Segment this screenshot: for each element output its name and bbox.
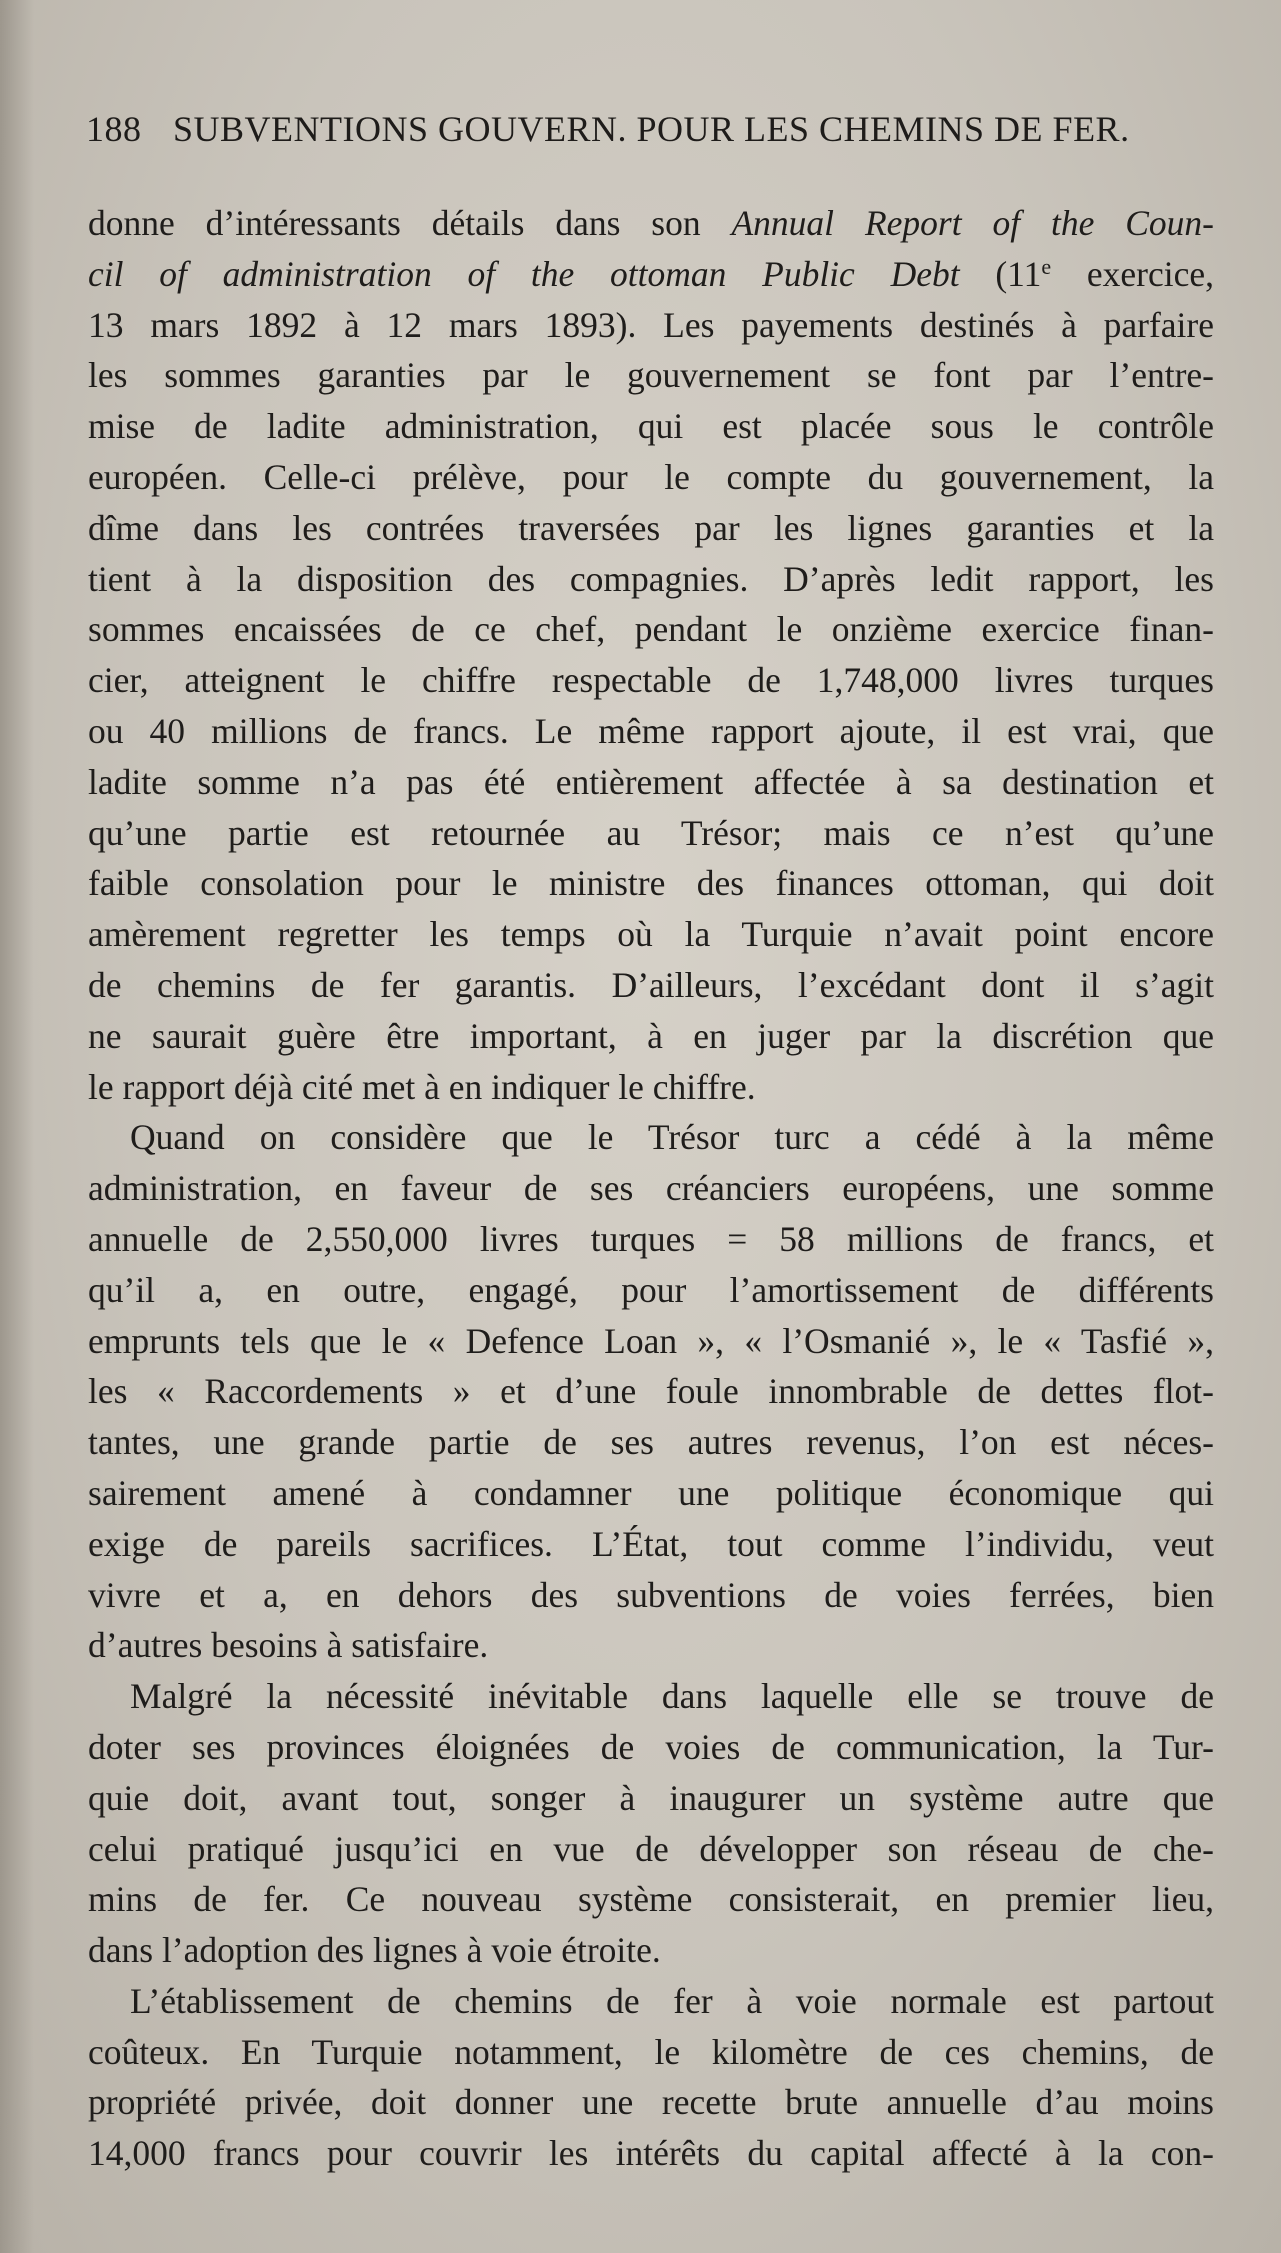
text-segment: européen. Celle-ci prélève, pour le compte du gouvernement, la bbox=[88, 456, 1214, 497]
text-line bbox=[88, 1620, 1214, 1671]
paragraph bbox=[88, 1976, 1214, 2179]
text-line bbox=[88, 1468, 1214, 1519]
italic-text: cil of administration of the ottoman Public Debt bbox=[88, 253, 960, 294]
text-segment: les sommes garanties par le gouvernement se font par l’entre- bbox=[88, 355, 1214, 396]
text-line bbox=[88, 503, 1214, 554]
text-line bbox=[88, 198, 1214, 249]
running-head-title: SUBVENTIONS GOUVERN. POUR LES CHEMINS DE FER. bbox=[173, 109, 1130, 149]
text-line bbox=[88, 401, 1214, 452]
text-segment: exige de pareils sacrifices. L’État, tout comme l’individu, veut bbox=[88, 1523, 1214, 1564]
text-line bbox=[88, 808, 1214, 859]
superscript: e bbox=[1041, 253, 1052, 279]
text-line bbox=[88, 1519, 1214, 1570]
paragraph bbox=[88, 198, 1214, 1112]
text-line bbox=[88, 757, 1214, 808]
text-line bbox=[88, 1671, 1214, 1722]
text-line bbox=[88, 1011, 1214, 1062]
text-line bbox=[88, 858, 1214, 909]
text-line bbox=[88, 1316, 1214, 1367]
text-segment: ne saurait guère être important, à en juger par la discrétion que bbox=[88, 1015, 1214, 1056]
text-segment: vivre et a, en dehors des subventions de voies ferrées, bien bbox=[88, 1574, 1214, 1615]
running-head bbox=[86, 108, 1196, 164]
text-segment: doter ses provinces éloignées de voies de communication, la Tur- bbox=[88, 1726, 1214, 1767]
text-line bbox=[88, 554, 1214, 605]
paragraph bbox=[88, 1671, 1214, 1976]
text-segment: (11 bbox=[959, 253, 1042, 294]
text-segment: ladite somme n’a pas été entièrement affectée à sa destination et bbox=[88, 761, 1214, 802]
text-line bbox=[88, 960, 1214, 1011]
text-segment: celui pratiqué jusqu’ici en vue de développer son réseau de che- bbox=[88, 1828, 1214, 1869]
text-line bbox=[88, 1925, 1214, 1976]
text-line bbox=[88, 2077, 1214, 2128]
text-segment: donne d’intéressants détails dans son bbox=[88, 203, 732, 243]
text-segment: quie doit, avant tout, songer à inaugurer un système autre que bbox=[88, 1777, 1214, 1818]
text-segment: emprunts tels que le « Defence Loan », « l’Osmanié », le « Tasfié », bbox=[88, 1320, 1214, 1361]
text-line bbox=[88, 249, 1214, 300]
text-segment: d’autres besoins à satisfaire. bbox=[88, 1625, 489, 1666]
text-line bbox=[88, 1214, 1214, 1265]
text-line bbox=[88, 1163, 1214, 1214]
italic-text: Annual Report of the Coun- bbox=[731, 203, 1214, 243]
text-segment: tient à la disposition des compagnies. D’après ledit rapport, les bbox=[88, 558, 1214, 599]
text-segment: le rapport déjà cité met à en indiquer le chiffre. bbox=[88, 1066, 756, 1107]
text-segment: ou 40 millions de francs. Le même rapport ajoute, il est vrai, que bbox=[88, 710, 1214, 751]
text-line bbox=[88, 1874, 1214, 1925]
text-line bbox=[88, 1417, 1214, 1468]
text-segment: dîme dans les contrées traversées par les lignes garanties et la bbox=[88, 507, 1214, 548]
text-segment: sommes encaissées de ce chef, pendant le onzième exercice finan- bbox=[88, 609, 1214, 650]
text-segment: mise de ladite administration, qui est placée sous le contrôle bbox=[88, 406, 1214, 447]
text-segment: 14,000 francs pour couvrir les intérêts du capital affecté à la con- bbox=[88, 2133, 1214, 2174]
text-line bbox=[88, 909, 1214, 960]
text-segment: 13 mars 1892 à 12 mars 1893). Les payements destinés à parfaire bbox=[88, 304, 1214, 345]
text-segment: Quand on considère que le Trésor turc a cédé à la même bbox=[130, 1117, 1214, 1158]
text-line bbox=[88, 1773, 1214, 1824]
text-line bbox=[88, 1062, 1214, 1113]
text-line bbox=[88, 300, 1214, 351]
text-line bbox=[88, 1976, 1214, 2027]
text-line bbox=[88, 604, 1214, 655]
body-text bbox=[88, 198, 1214, 2179]
text-segment: sairement amené à condamner une politique économique qui bbox=[88, 1472, 1214, 1513]
page-number: 188 bbox=[86, 109, 142, 149]
text-line bbox=[88, 1722, 1214, 1773]
text-segment: mins de fer. Ce nouveau système consisterait, en premier lieu, bbox=[88, 1879, 1214, 1920]
text-line bbox=[88, 1265, 1214, 1316]
text-line bbox=[88, 706, 1214, 757]
text-segment: tantes, une grande partie de ses autres revenus, l’on est néces- bbox=[88, 1422, 1214, 1463]
text-line bbox=[88, 452, 1214, 503]
text-line bbox=[88, 350, 1214, 401]
text-segment: qu’une partie est retournée au Trésor; mais ce n’est qu’une bbox=[88, 812, 1214, 853]
text-segment: faible consolation pour le ministre des finances ottoman, qui doit bbox=[88, 863, 1214, 904]
text-segment: administration, en faveur de ses créanciers européens, une somme bbox=[88, 1168, 1214, 1209]
text-line bbox=[88, 1824, 1214, 1875]
text-segment: Malgré la nécessité inévitable dans laquelle elle se trouve de bbox=[130, 1676, 1214, 1717]
paragraph bbox=[88, 1112, 1214, 1671]
text-segment: annuelle de 2,550,000 livres turques = 58 millions de francs, et bbox=[88, 1218, 1214, 1259]
page-edge-shadow bbox=[0, 0, 34, 2253]
text-segment: amèrement regretter les temps où la Turquie n’avait point encore bbox=[88, 914, 1214, 955]
text-segment: propriété privée, doit donner une recette brute annuelle d’au moins bbox=[88, 2082, 1214, 2123]
text-line bbox=[88, 2027, 1214, 2078]
text-segment: de chemins de fer garantis. D’ailleurs, l’excédant dont il s’agit bbox=[88, 964, 1214, 1005]
text-segment: les « Raccordements » et d’une foule innombrable de dettes flot- bbox=[88, 1371, 1214, 1412]
text-line bbox=[88, 1112, 1214, 1163]
text-segment: coûteux. En Turquie notamment, le kilomètre de ces chemins, de bbox=[88, 2031, 1214, 2072]
text-line bbox=[88, 1366, 1214, 1417]
text-segment: L’établissement de chemins de fer à voie normale est partout bbox=[130, 1980, 1214, 2021]
text-line bbox=[88, 1570, 1214, 1621]
text-segment: dans l’adoption des lignes à voie étroite. bbox=[88, 1930, 661, 1971]
text-line bbox=[88, 655, 1214, 706]
text-segment: cier, atteignent le chiffre respectable de 1,748,000 livres turques bbox=[88, 660, 1214, 701]
text-line bbox=[88, 2128, 1214, 2179]
text-segment: qu’il a, en outre, engagé, pour l’amortissement de différents bbox=[88, 1269, 1214, 1310]
text-segment: exercice, bbox=[1051, 253, 1214, 294]
